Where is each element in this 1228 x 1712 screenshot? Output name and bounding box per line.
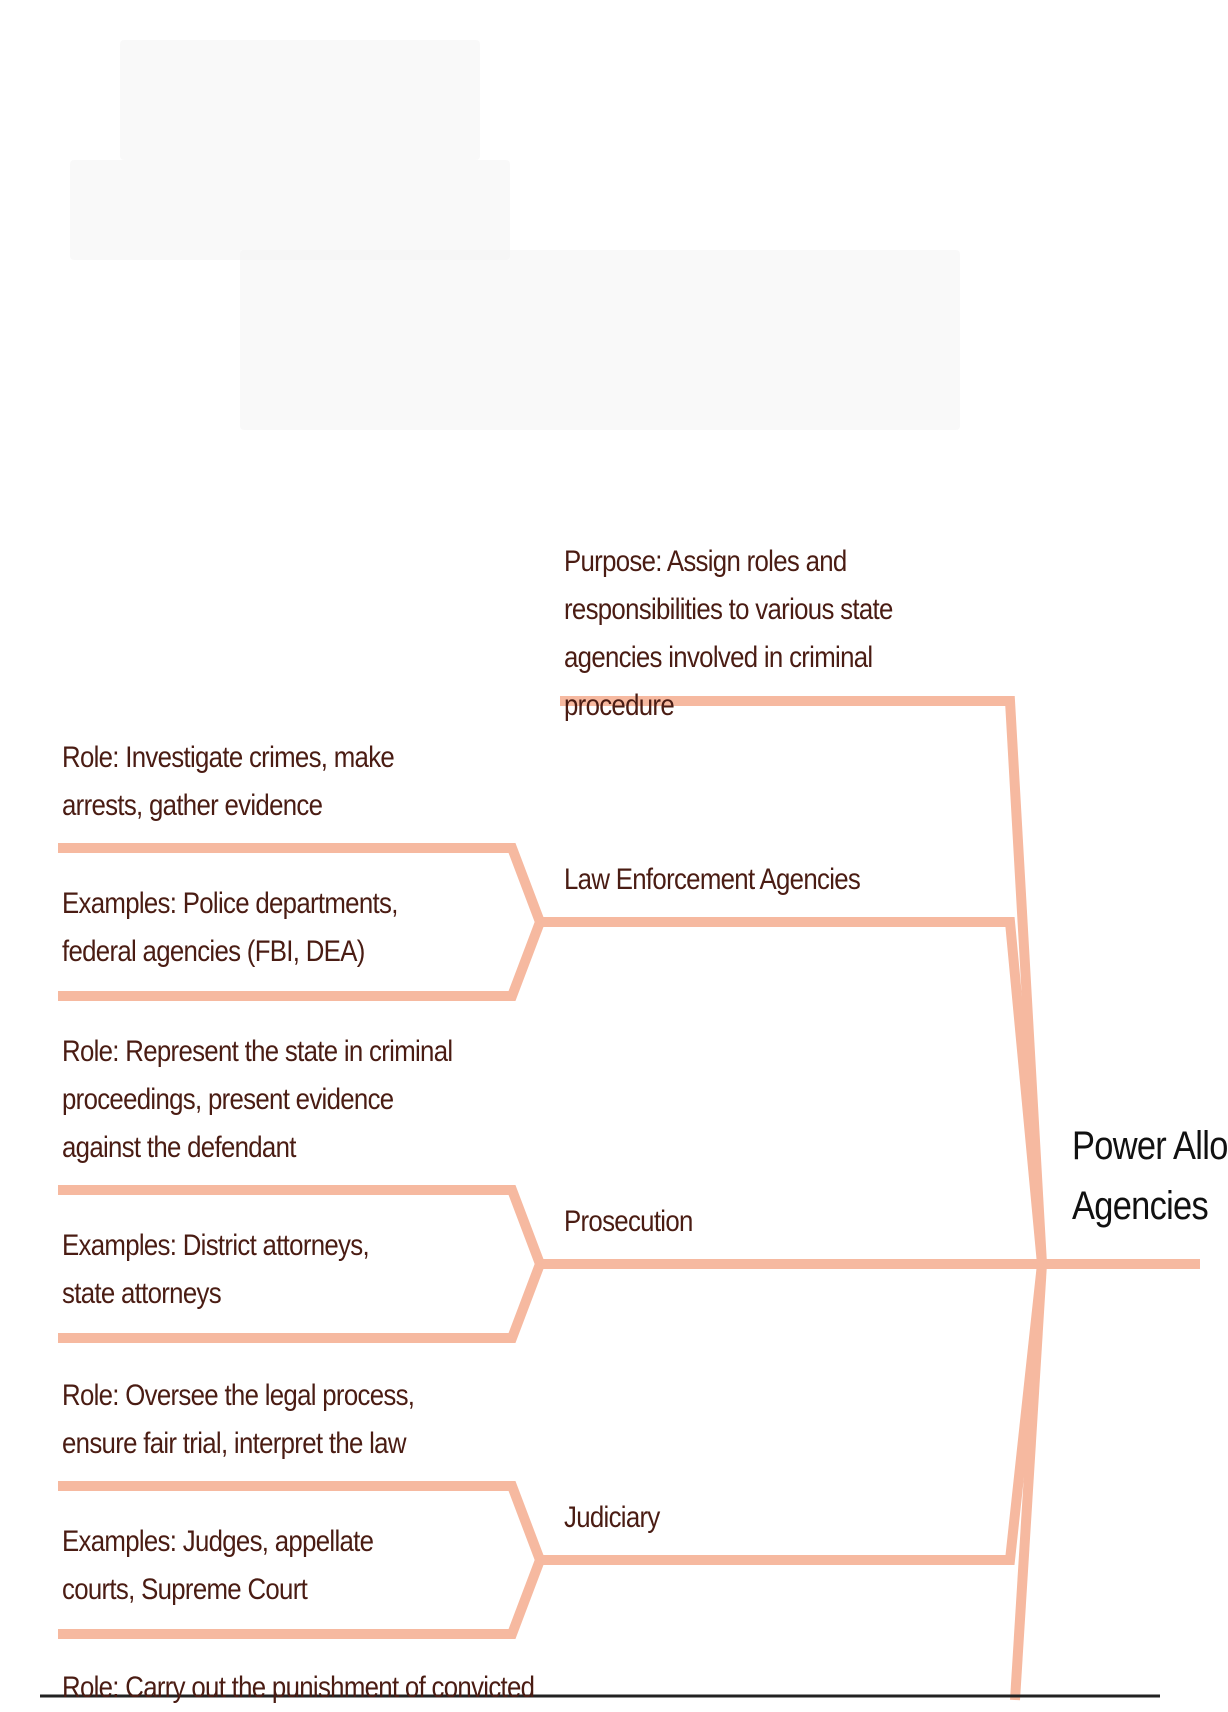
law-enforcement-role-label: Role: Investigate crimes, make arrests, gather evidence [62,741,395,822]
judiciary-examples-label: Examples: Judges, appellate courts, Supreme Court [62,1525,374,1606]
root-label-line1: Power Allo [1072,1124,1228,1168]
purpose-connector-line [560,701,1042,1264]
law-enforcement-branch-label: Law Enforcement Agencies [564,863,861,896]
root-label-line2: Agencies [1072,1184,1209,1228]
prosecution-examples-label: Examples: District attorneys, state attorneys [62,1229,369,1310]
purpose-label: Purpose: Assign roles and responsibilities to various state agencies involved in criminal procedure [564,545,893,722]
prosecution-role-label: Role: Represent the state in criminal proceedings, present evidence against the defendant [62,1035,453,1164]
judiciary-branch-label: Judiciary [564,1501,660,1534]
judiciary-role-label: Role: Oversee the legal process, ensure fair trial, interpret the law [62,1379,415,1460]
law-enforcement-examples-label: Examples: Police departments, federal agencies (FBI, DEA) [62,887,398,968]
prosecution-branch-label: Prosecution [564,1205,693,1238]
root-node-label [1072,1116,1228,1236]
partial-role-label: Role: Carry out the punishment of convicted [62,1671,535,1704]
